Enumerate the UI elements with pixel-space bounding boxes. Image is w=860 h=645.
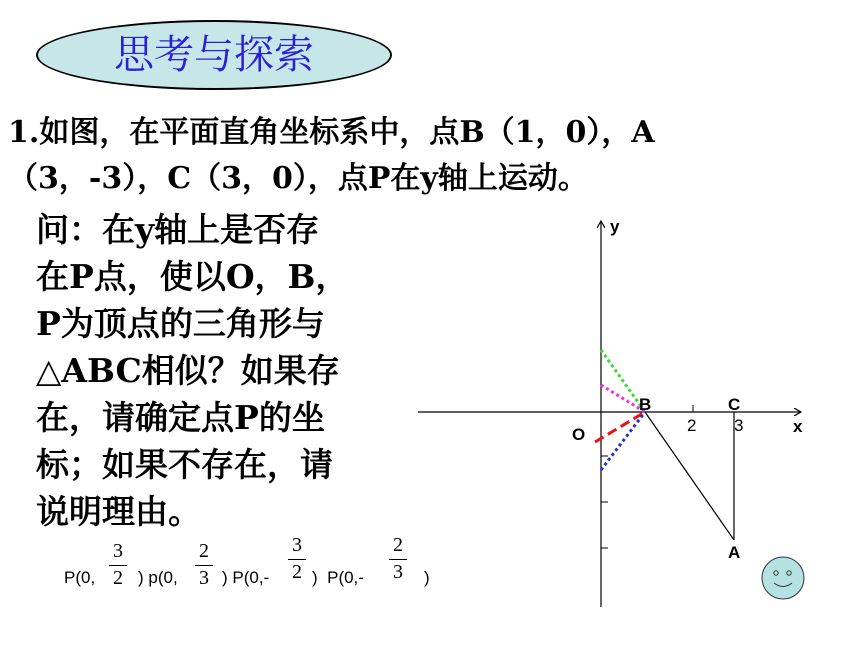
- question-line: 说明理由。: [36, 492, 201, 531]
- smiley-icon: [760, 555, 806, 601]
- fraction-bar: [288, 559, 306, 560]
- candidate-line-blue: [601, 412, 645, 470]
- x-axis-label: x: [793, 417, 803, 436]
- fraction-denominator: 2: [292, 561, 302, 583]
- fraction-numerator: 3: [113, 540, 123, 562]
- fraction-denominator: 2: [113, 567, 123, 589]
- fraction-numerator: 2: [199, 540, 209, 562]
- y-axis-label: y: [610, 217, 620, 236]
- question-line: 标；如果不存在，请: [36, 445, 333, 484]
- fraction-denominator: 3: [199, 567, 209, 589]
- origin-label: O: [572, 425, 586, 444]
- question-line: 在P点，使以O，B，: [36, 257, 349, 296]
- point-b-label: B: [639, 395, 652, 414]
- question-line: 问：在y轴上是否存: [36, 210, 320, 249]
- fraction-numerator: 3: [292, 534, 302, 556]
- fraction-bar: [195, 565, 213, 566]
- x-tick-label-2: 2: [687, 416, 697, 435]
- fraction-bar: [109, 565, 127, 566]
- problem-line-1: 1.如图，在平面直角坐标系中，点B（1，0），A: [8, 115, 655, 150]
- answer-close: ): [424, 568, 430, 587]
- answer-3-prefix: ) P(0,-: [222, 568, 270, 587]
- fraction-denominator: 3: [393, 561, 403, 583]
- x-tick-label-3: 3: [734, 416, 744, 435]
- coordinate-diagram: [410, 205, 810, 610]
- question-line: P为顶点的三角形与: [36, 304, 325, 343]
- candidate-line-red: [595, 412, 645, 442]
- problem-line-2: （3，-3），C（3，0），点P在y轴上运动。: [8, 161, 588, 196]
- answer-1-prefix: P(0,: [64, 568, 96, 587]
- point-a-label: A: [728, 543, 741, 562]
- problem-statement: [8, 110, 854, 202]
- point-c-label: C: [728, 395, 741, 414]
- answer-2-prefix: ) p(0,: [138, 568, 178, 587]
- answer-4-prefix: ) P(0,-: [312, 568, 364, 587]
- fraction-numerator: 2: [393, 534, 403, 556]
- fraction-bar: [389, 559, 407, 560]
- question-text: [36, 206, 396, 535]
- page-title: 思考与探索: [114, 32, 314, 78]
- answers-row: [0, 530, 460, 610]
- question-line: △ABC相似？如果存: [36, 351, 340, 390]
- question-line: 在，请确定点P的坐: [36, 398, 325, 437]
